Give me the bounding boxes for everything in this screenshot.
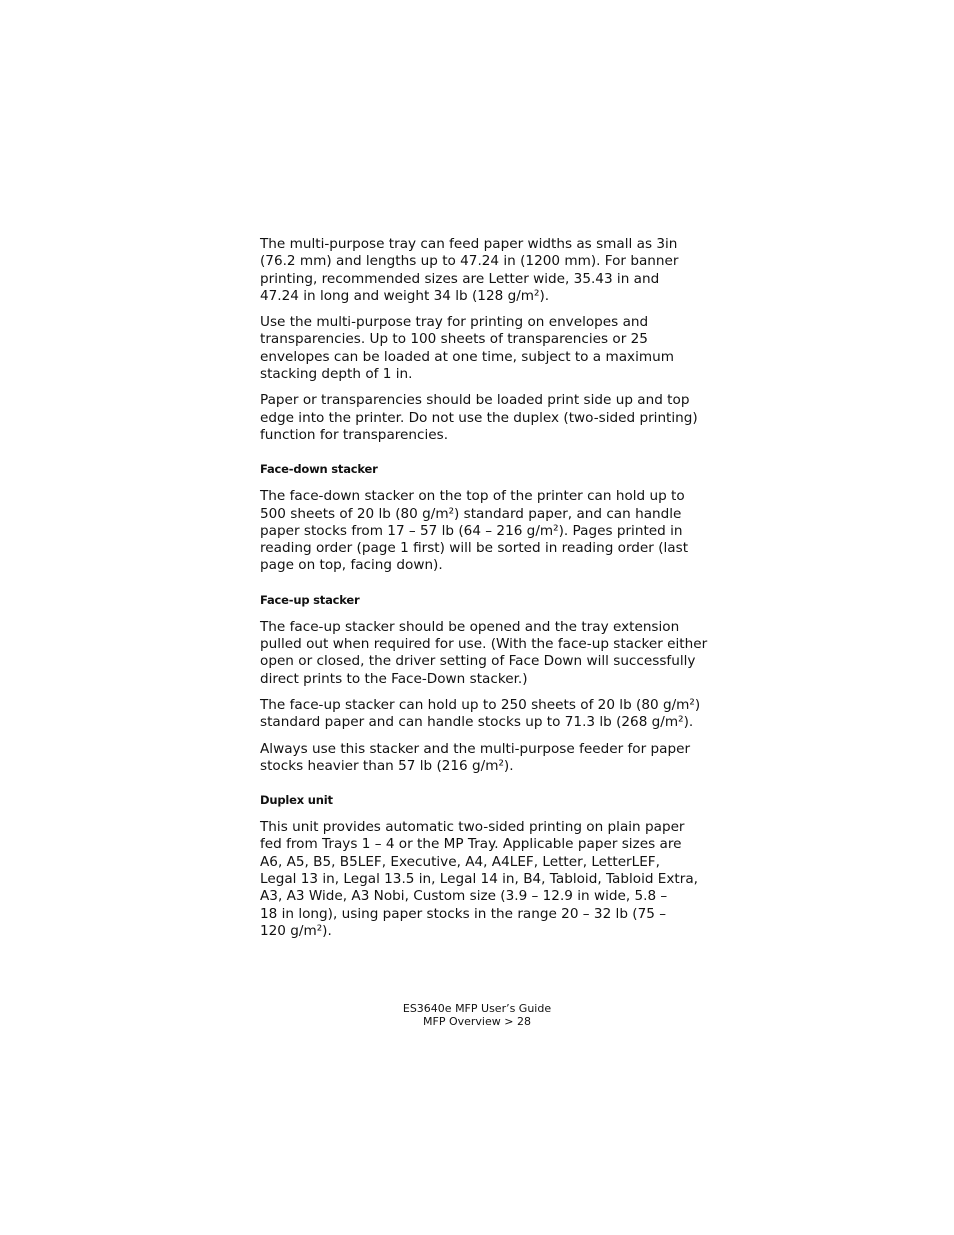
page-footer [0, 1002, 954, 1028]
page-body [260, 236, 730, 949]
intro-paragraph-2: Use the multi-purpose tray for printing on envelopes and transparencies. Up to 100 sheets of transparencies or 25 envelopes can be loaded at one time, subject to a maximum stacking depth of 1 in. [260, 314, 674, 383]
duplex-paragraph-1: This unit provides automatic two-sided printing on plain paper fed from Trays 1 – 4 or the MP Tray. Applicable paper sizes are A6, A5, B5, B5LEF, Executive, A4, A4LEF, Letter, LetterLEF, Legal 13 in, Legal 13.5 in, Legal 14 in, B4, Tabloid, Tabloid Extra, A3, A3 Wide, A3 Nobi, Custom size (3.9 – 12.9 in wide, 5.8 – 18 in long), using paper stocks in the range 20 – 32 lb (75 – 120 g/m²). [260, 819, 698, 939]
face-up-paragraph-3: Always use this stacker and the multi-purpose feeder for paper stocks heavier than 57 lb (216 g/m²). [260, 740, 691, 774]
face-up-heading: Face-up stacker [260, 592, 360, 607]
face-up-paragraph-2: The face-up stacker can hold up to 250 sheets of 20 lb (80 g/m²) standard paper and can handle stocks up to 71.3 lb (268 g/m²). [260, 696, 701, 731]
intro-paragraph-3: Paper or transparencies should be loaded print side up and top edge into the printer. Do not use the duplex (two-sided printing) function for transparencies. [260, 392, 698, 443]
footer-page-ref: MFP Overview > 28 [423, 1015, 531, 1028]
footer-guide-title: ES3640e MFP User’s Guide [402, 1002, 552, 1015]
face-down-heading: Face-down stacker [260, 462, 378, 477]
face-up-paragraph-1: The face-up stacker should be opened and the tray extension pulled out when required for use. (With the face-up stacker either open or closed, the driver setting of Face Down will successfully direct prints to the Face-Down stacker.) [260, 618, 708, 687]
face-down-paragraph-1: The face-down stacker on the top of the printer can hold up to 500 sheets of 20 lb (80 g/m²) standard paper, and can handle paper stocks from 17 – 57 lb (64 – 216 g/m²). Pages printed in reading order (page 1 first) will be sorted in reading order (last page on top, facing down). [260, 488, 689, 574]
intro-paragraph-1: The multi-purpose tray can feed paper widths as small as 3in (76.2 mm) and lengths up to 47.24 in (1200 mm). For banner printing, recommended sizes are Letter wide, 35.43 in and 47.24 in long and weight 34 lb (128 g/m²). [260, 236, 679, 304]
duplex-heading: Duplex unit [260, 793, 333, 808]
